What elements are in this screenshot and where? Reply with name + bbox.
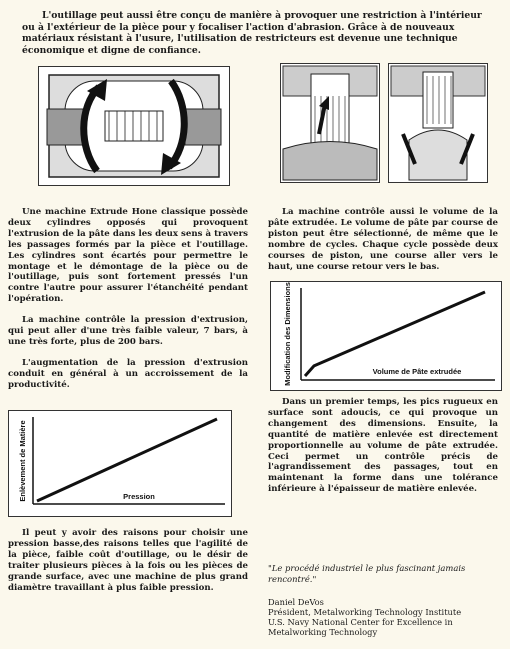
chart-series-line	[37, 419, 217, 501]
left-paragraph-4: Il peut y avoir des raisons pour choisir une pression basse,des raisons telles que l'agilité de la pièce, faible coût d'outillage, ou le désir de traiter plusieurs pièces à la fois ou les pièces de grande surface, avec une machine de plus grand diamètre travaillant à plus faible pression.	[8, 528, 248, 593]
signature-title-1: Président, Metalworking Technology Institute	[268, 607, 462, 617]
quote: "Le procédé industriel le plus fascinant jamais rencontré."	[268, 563, 466, 584]
restriction-figure-right	[388, 63, 488, 183]
right-paragraph-2: Dans un premier temps, les pics rugueux en surface sont adoucis, ce qui provoque un changement des dimensions. Ensuite, la quantité de matière enlevée est directement proportionnelle au volume de pâte extrudée. Ceci permet un contrôle précis de l'agrandissement des passages, tout en maintenant la forme dans une tolérance inférieure à l'épaisseur de matière enlevée.	[268, 397, 498, 495]
left-column-bottom	[8, 528, 248, 603]
signature-name: Daniel DeVos	[268, 597, 324, 607]
tooling-illustration	[39, 67, 229, 185]
x-axis-label: Pression	[123, 492, 155, 501]
y-axis-label: Modification des Dimensions	[283, 282, 292, 386]
x-axis-label: Volume de Pâte extrudée	[372, 367, 462, 376]
right-column-bottom	[268, 397, 498, 505]
restriction-figure-left	[280, 63, 380, 183]
right-column	[268, 207, 498, 282]
signature-block	[268, 597, 503, 637]
y-axis-label: Enlèvement de Matière	[18, 420, 27, 502]
restriction-illustration-left	[281, 64, 379, 182]
volume-chart	[270, 281, 502, 391]
left-paragraph-3: L'augmentation de la pression d'extrusion conduit en général à un accroissement de la productivité.	[8, 357, 248, 390]
restriction-illustration-right	[389, 64, 487, 182]
chart-series-line	[305, 292, 485, 376]
left-column	[8, 207, 248, 401]
right-paragraph-1: La machine contrôle aussi le volume de la pâte extrudée. Le volume de pâte par course de piston peut être sélectionné, de même que le nombre de cycles. Chaque cycle possède deux courses de piston, une course aller vers le haut, une course retour vers le bas.	[268, 207, 498, 272]
left-paragraph-2: La machine contrôle la pression d'extrusion, qui peut aller d'une très faible valeur, 7 bars, à une très forte, plus de 200 bars.	[8, 315, 248, 347]
signature-title-2: U.S. Navy National Center for Excellence in	[268, 617, 453, 627]
signature-title-3: Metalworking Technology	[268, 627, 378, 637]
tooling-figure	[38, 66, 230, 186]
pressure-chart	[8, 410, 232, 517]
left-paragraph-1: Une machine Extrude Hone classique possède deux cylindres opposés qui provoquent l'extrusion de la pâte dans les deux sens à travers les passages formés par la pièce et l'outillage. Les cylindres sont écartés pour permettre le montage et le démontage de la pièce ou de l'outillage, puis sont fortement pressés l'un contre l'autre pour assurer l'étanchéité pendant l'opération.	[8, 207, 248, 305]
intro-paragraph: L'outillage peut aussi être conçu de manière à provoquer une restriction à l'intérieur ou à l'extérieur de la pièce pour y focaliser l'action d'abrasion. Grâce à de nouveaux matériaux résistant à l'usure, l'utilisation de restricteurs est devenue une technique économique et digne de confiance.	[22, 10, 482, 56]
